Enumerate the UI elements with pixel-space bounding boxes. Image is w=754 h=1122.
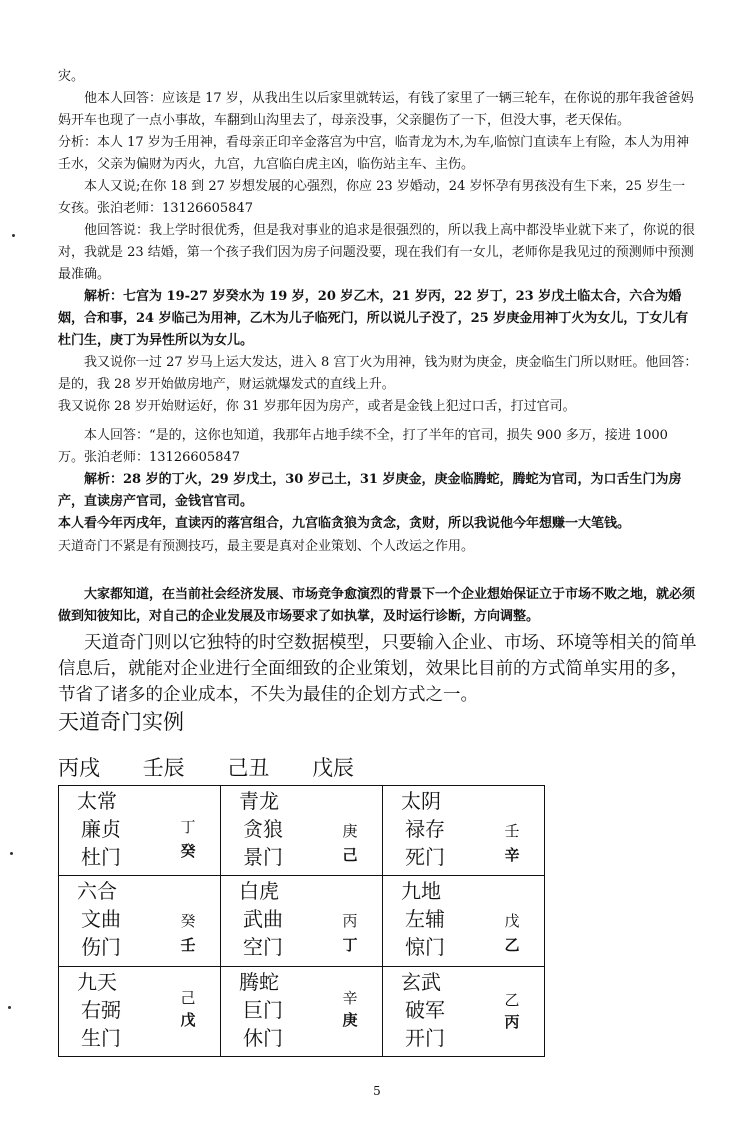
paragraph-wealth-prediction: 我又说你一过 27 岁马上运大发达，进入 8 宫丁火为用神，钱为财为庚金，庚金临生门所以财旺。他回答：是的，我 28 岁开始做房地产，财运就爆发式的直线上升。 [58, 355, 698, 392]
palace-star: 武曲 [243, 907, 283, 932]
section-heading: 天道奇门实例 [58, 710, 184, 734]
palace-stem-lower: 辛 [504, 846, 520, 864]
palace-stem-upper: 丁 [180, 818, 196, 836]
palace-stem-upper: 己 [180, 988, 196, 1007]
palace-god: 九天 [77, 969, 117, 994]
palace-god: 六合 [77, 879, 117, 904]
palace-stem-lower: 丙 [504, 1012, 520, 1031]
palace-door: 开门 [405, 1025, 445, 1050]
palace-door: 惊门 [405, 935, 445, 960]
palace-cell [59, 786, 221, 876]
paragraph-analysis-marriage: 解析：七宫为 19-27 岁癸水为 19 岁，20 岁乙木，21 岁丙，22 岁丁，23 岁戊土临太合，六合为婚姻，合和事，24 岁临己为用神，乙木为儿子临死门，所以说儿子没了，25 岁庚金用神丁火为女儿，丁女儿有杜门生，庚丁为异性所以为女儿。 [58, 289, 689, 348]
palace-star: 左辅 [405, 907, 445, 932]
palace-stem-lower: 壬 [180, 936, 196, 955]
palace-cell [59, 966, 221, 1056]
pillar-hour: 戊辰 [312, 756, 355, 780]
palace-stem-upper: 戊 [504, 912, 520, 931]
paragraph-reply-age17: 他本人回答：应该是 17 岁，从我出生以后家里就转运，有钱了家里了一辆三轮车，在你说的那年我爸爸妈妈开车也现了一点小事故，车翻到山沟里去了，母亲没事，父亲腿伤了一下，但没大事，老天保佑。 [58, 91, 694, 128]
palace-star: 破军 [405, 997, 445, 1022]
palace-cell [221, 876, 383, 966]
palace-star: 文曲 [81, 907, 121, 932]
palace-cell [383, 786, 545, 876]
palace-stem-upper: 乙 [504, 990, 520, 1009]
palace-stem-lower: 戊 [180, 1010, 196, 1029]
palace-star: 右弼 [81, 997, 121, 1022]
palace-door: 休门 [243, 1025, 283, 1050]
palace-god: 玄武 [401, 969, 441, 994]
scan-speck [8, 1006, 11, 1009]
palace-star: 巨门 [243, 997, 283, 1022]
palace-god: 九地 [401, 879, 441, 904]
four-pillars [58, 752, 390, 782]
qimen-chart-grid [58, 785, 545, 1057]
palace-door: 死门 [405, 845, 445, 869]
scan-speck [12, 234, 15, 237]
page-number: 5 [373, 1084, 381, 1098]
palace-stem-lower: 己 [342, 846, 358, 864]
paragraph-enterprise-planning: 天道奇门则以它独特的时空数据模型，只要输入企业、市场、环境等相关的简单信息后，就能对企业进行全面细致的企业策划，效果比目前的方式简单实用的多，节省了诸多的企业成本，不失为最佳的企划方式之一。 [58, 633, 697, 705]
palace-door: 生门 [81, 1025, 121, 1050]
palace-cell [221, 966, 383, 1056]
palace-stem-lower: 庚 [342, 1010, 358, 1029]
palace-cell [383, 966, 545, 1056]
palace-star: 廉贞 [81, 817, 121, 841]
paragraph-reply-marriage: 他回答说：我上学时很优秀，但是我对事业的追求是很强烈的，所以我上高中都没毕业就下来了，你说的很对，我就是 23 结婚，第一个孩子我们因为房子问题没要，现在我们有一女儿，老师你是我见过的预测师中预测最准确。 [58, 223, 696, 282]
paragraph-reply-lawsuit: 本人回答：“是的，这你也知道，我那年占地手续不全，打了半年的官司，损失 900 多万，接进 1000 万。张泊老师：13126605847 [58, 428, 668, 465]
palace-cell [59, 876, 221, 966]
palace-cell [383, 876, 545, 966]
palace-god: 青龙 [239, 789, 279, 813]
palace-door: 空门 [243, 935, 283, 960]
palace-god: 太常 [77, 789, 117, 813]
palace-stem-upper: 壬 [504, 822, 520, 840]
palace-star: 禄存 [405, 817, 445, 841]
palace-stem-lower: 乙 [504, 936, 520, 955]
pillar-month: 壬辰 [142, 756, 185, 780]
scan-speck [10, 852, 13, 855]
palace-door: 景门 [243, 845, 283, 869]
paragraph-analysis-age17: 分析：本人 17 岁为壬用神，看母亲正印辛金落宫为中宫，临青龙为木,为车,临惊门直读车上有险，本人为用神壬水，父亲为偏财为丙火，九宫，九宫临白虎主凶，临伤站主车、主伤。 [58, 135, 690, 172]
paragraph-analysis-lawsuit: 解析：28 岁的丁火，29 岁戊土，30 岁己土，31 岁庚金，庚金临腾蛇，腾蛇为官司，为口舌生门为房产，直读房产官司，金钱官官司。 [58, 472, 682, 509]
palace-stem-upper: 庚 [342, 822, 358, 840]
palace-god: 腾蛇 [239, 969, 279, 994]
palace-door: 伤门 [81, 935, 121, 960]
palace-door: 杜门 [81, 845, 121, 869]
palace-star: 贪狼 [243, 817, 283, 841]
pillar-year: 丙戌 [58, 756, 100, 780]
palace-god: 太阴 [401, 789, 441, 813]
paragraph-summary: 天道奇门不紧是有预测技巧，最主要是真对企业策划、个人改运之作用。 [58, 539, 475, 554]
palace-stem-lower: 癸 [180, 842, 196, 860]
palace-stem-upper: 癸 [180, 912, 196, 931]
paragraph-this-year: 本人看今年丙戌年，直读丙的落宫组合，九宫临贪狼为贪念，贪财，所以我说他今年想赚一大笔钱。 [58, 516, 631, 531]
palace-stem-upper: 辛 [342, 988, 358, 1007]
paragraph-marriage-prediction: 本人又说;在你 18 到 27 岁想发展的心强烈，你应 23 岁婚动，24 岁怀孕有男孩没有生下来，25 岁生一女孩。张泊老师：13126605847 [58, 179, 686, 216]
paragraph-lawsuit-prediction: 我又说你 28 岁开始财运好，你 31 岁那年因为房产，或者是金钱上犯过口舌，打过官司。 [58, 399, 576, 414]
paragraph-opening: 灾。 [58, 69, 85, 84]
paragraph-enterprise-background: 大家都知道，在当前社会经济发展、市场竞争愈演烈的背景下一个企业想始保证立于市场不败之地，就必须做到知彼知比，对自己的企业发展及市场要求了如执掌，及时运行诊断，方向调整。 [58, 587, 696, 624]
pillar-day: 己丑 [227, 756, 270, 780]
palace-god: 白虎 [239, 879, 279, 904]
palace-stem-upper: 丙 [342, 912, 358, 931]
palace-stem-lower: 丁 [342, 936, 358, 955]
palace-cell [221, 786, 383, 876]
